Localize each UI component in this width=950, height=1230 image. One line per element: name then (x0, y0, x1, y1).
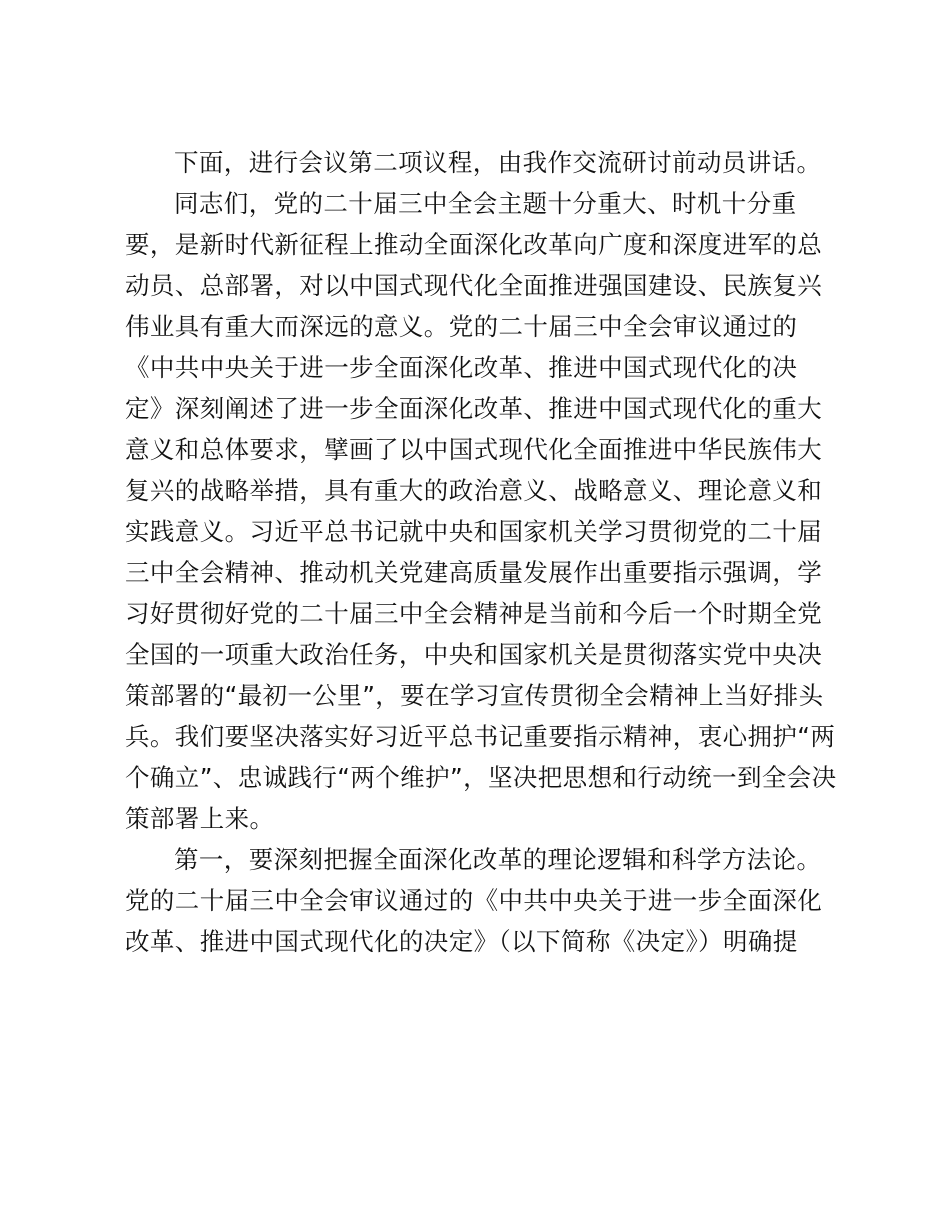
text-line: 实践意义。习近平总书记就中央和国家机关学习贯彻党的二十届 (125, 517, 823, 546)
text-line: 个确立”、忠诚践行“两个维护”，坚决把思想和行动统一到全会决 (125, 763, 837, 792)
document-body (125, 142, 845, 962)
text-line: 策部署的“最初一公里”，要在学习宣传贯彻全会精神上当好排头 (125, 681, 824, 710)
text-line: 动员、总部署，对以中国式现代化全面推进强国建设、民族复兴 (125, 271, 823, 300)
text-line: 改革、推进中国式现代化的决定》（以下简称《决定》）明确提 (125, 927, 798, 956)
text-line: 策部署上来。 (125, 804, 275, 833)
text-line: 《中共中央关于进一步全面深化改革、推进中国式现代化的决 (125, 353, 798, 382)
text-line: 第一，要深刻把握全面深化改革的理论逻辑和科学方法论。 (174, 845, 822, 874)
text-line: 全国的一项重大政治任务，中央和国家机关是贯彻落实党中央决 (125, 640, 823, 669)
text-line: 党的二十届三中全会审议通过的《中共中央关于进一步全面深化 (125, 886, 823, 915)
text-line: 习好贯彻好党的二十届三中全会精神是当前和今后一个时期全党 (125, 599, 823, 628)
text-line: 兵。我们要坚决落实好习近平总书记重要指示精神，衷心拥护“两 (125, 722, 836, 751)
text-line: 伟业具有重大而深远的意义。党的二十届三中全会审议通过的 (125, 312, 798, 341)
text-line: 定》深刻阐述了进一步全面深化改革、推进中国式现代化的重大 (125, 394, 823, 423)
text-line: 复兴的战略举措，具有重大的政治意义、战略意义、理论意义和 (125, 476, 823, 505)
text-line: 下面，进行会议第二项议程，由我作交流研讨前动员讲话。 (174, 148, 822, 177)
text-line: 要，是新时代新征程上推动全面深化改革向广度和深度进军的总 (125, 230, 823, 259)
text-line: 意义和总体要求，擘画了以中国式现代化全面推进中华民族伟大 (125, 435, 823, 464)
text-line: 同志们，党的二十届三中全会主题十分重大、时机十分重 (174, 189, 797, 218)
text-line: 三中全会精神、推动机关党建高质量发展作出重要指示强调，学 (125, 558, 823, 587)
